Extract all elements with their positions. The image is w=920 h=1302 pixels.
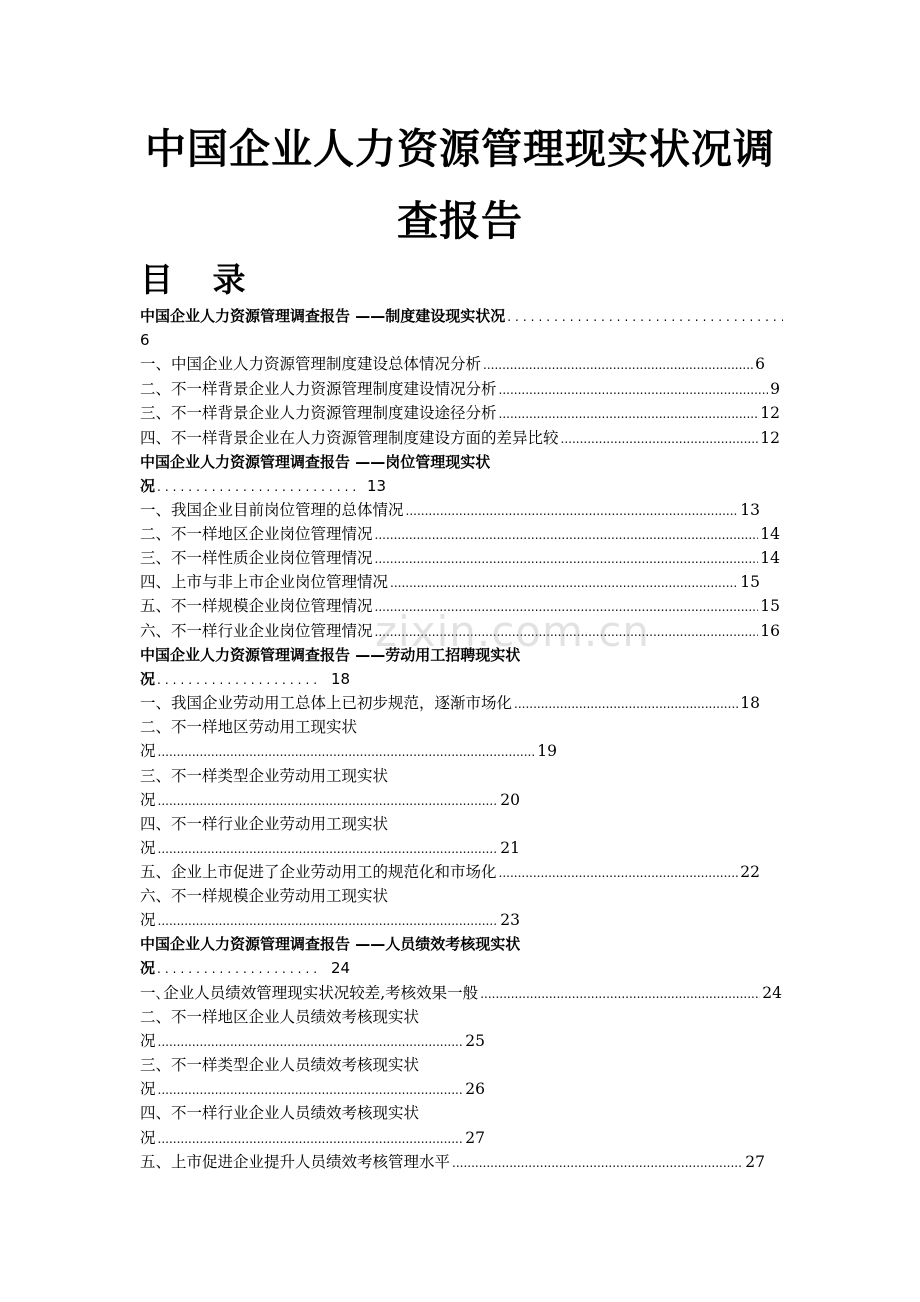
- toc-entry-continued[interactable]: [140, 908, 520, 932]
- toc-entry-page: 19: [537, 742, 557, 760]
- toc-entry[interactable]: [140, 884, 388, 908]
- leader-dots: [499, 378, 769, 401]
- leader-dots: [514, 692, 738, 715]
- toc-entry-title: 六、不一样行业企业岗位管理情况: [140, 622, 373, 640]
- leader-dots: [157, 475, 357, 498]
- toc-entry-title: 四、不一样行业企业人员绩效考核现实状: [140, 1104, 420, 1122]
- leader-dots: [158, 1030, 464, 1053]
- toc-entry-title: 一､企业人员绩效管理现实状况较差,考核效果一般: [140, 984, 479, 1002]
- leader-dots: [157, 957, 317, 980]
- toc-entry-title: 二、不一样地区企业岗位管理情况: [140, 525, 373, 543]
- toc-entry-title-cont: 况: [140, 911, 156, 929]
- toc-entry-continued[interactable]: [140, 739, 557, 763]
- leader-dots: [375, 620, 759, 643]
- toc-entry-title: 五、企业上市促进了企业劳动用工的规范化和市场化: [140, 863, 497, 881]
- leader-dots: [158, 1127, 464, 1150]
- toc-entry-page: 23: [500, 911, 520, 929]
- toc-entry-title-cont: 况: [140, 477, 156, 495]
- toc-entry-continued[interactable]: [140, 1126, 485, 1150]
- toc-entry-title-cont: 况: [140, 1129, 156, 1147]
- toc-entry-title: 五、上市促进企业提升人员绩效考核管理水平: [140, 1153, 451, 1171]
- toc-entry-continued[interactable]: [140, 1029, 485, 1053]
- toc-entry-continued[interactable]: [140, 788, 520, 812]
- toc-entry[interactable]: [140, 401, 780, 425]
- toc-entry-page: 14: [760, 549, 780, 567]
- toc-entry-title: 五、不一样规模企业岗位管理情况: [140, 597, 373, 615]
- toc-entry-page: 12: [760, 429, 780, 447]
- toc-section-3[interactable]: [140, 643, 520, 667]
- toc-entry-page: 24: [331, 959, 351, 977]
- toc-entry-title: 一、我国企业目前岗位管理的总体情况: [140, 501, 404, 519]
- leader-dots: [483, 353, 753, 376]
- toc-entry[interactable]: [140, 1150, 765, 1174]
- toc-entry-page: 15: [760, 597, 780, 615]
- toc-section-3-continued[interactable]: [140, 667, 370, 691]
- toc-entry-continued[interactable]: [140, 836, 520, 860]
- toc-entry-title-cont: 况: [140, 1080, 156, 1098]
- toc-section-2-continued[interactable]: [140, 474, 400, 498]
- toc-entry-page: 18: [331, 670, 351, 688]
- toc-entry-title: 中国企业人力资源管理调查报告 ——岗位管理现实状: [140, 453, 491, 471]
- toc-entry[interactable]: [140, 715, 357, 739]
- leader-dots: [375, 595, 759, 618]
- toc-entry-page: 13: [740, 501, 760, 519]
- toc-entry[interactable]: [140, 1053, 419, 1077]
- toc-entry[interactable]: [140, 1101, 419, 1125]
- toc-entry[interactable]: [140, 812, 388, 836]
- leader-dots: [499, 861, 739, 884]
- toc-entry-page: 14: [760, 525, 780, 543]
- leader-dots: [499, 402, 759, 425]
- toc-entry-title: 中国企业人力资源管理调查报告 ——人员绩效考核现实状: [140, 935, 521, 953]
- toc-entry-continued[interactable]: [140, 1077, 485, 1101]
- toc-entry-page: 22: [740, 863, 760, 881]
- toc-entry-page: 12: [760, 404, 780, 422]
- toc-entry-title: 三、不一样背景企业人力资源管理制度建设途径分析: [140, 404, 497, 422]
- toc-entry-title: 四、上市与非上市企业岗位管理情况: [140, 573, 389, 591]
- report-title-line-2: 查报告: [397, 197, 523, 245]
- toc-section-2[interactable]: [140, 450, 490, 474]
- toc-entry[interactable]: [140, 570, 760, 594]
- toc-entry[interactable]: [140, 764, 388, 788]
- toc-entry[interactable]: [140, 594, 780, 618]
- toc-entry[interactable]: [140, 546, 780, 570]
- toc-entry-title: 六、不一样规模企业劳动用工现实状: [140, 887, 389, 905]
- watermark: zixin.com.cn: [375, 607, 650, 656]
- toc-entry-page: 20: [500, 791, 520, 809]
- toc-entry[interactable]: [140, 522, 780, 546]
- leader-dots: [158, 837, 499, 860]
- toc-entry-title: 中国企业人力资源管理调查报告 ——劳动用工招聘现实状: [140, 646, 521, 664]
- leader-dots: [561, 427, 759, 450]
- toc-section-1[interactable]: [140, 304, 785, 328]
- toc-entry-title: 三、不一样性质企业岗位管理情况: [140, 549, 373, 567]
- toc-entry-title-cont: 况: [140, 959, 156, 977]
- leader-dots: [480, 982, 760, 1005]
- leader-dots: [158, 1078, 464, 1101]
- toc-entry[interactable]: [140, 352, 765, 376]
- report-title-line-1: 中国企业人力资源管理现实状况调: [145, 125, 775, 173]
- toc-entry-title-cont: 况: [140, 742, 156, 760]
- toc-entry-title: 四、不一样行业企业劳动用工现实状: [140, 815, 389, 833]
- toc-entry-title: 四、不一样背景企业在人力资源管理制度建设方面的差异比较: [140, 429, 559, 447]
- toc-entry-title: 一、我国企业劳动用工总体上已初步规范，逐渐市场化: [140, 694, 513, 712]
- leader-dots: [158, 789, 499, 812]
- toc-entry-title: 二、不一样背景企业人力资源管理制度建设情况分析: [140, 380, 497, 398]
- toc-entry-title: 二、不一样地区企业人员绩效考核现实状: [140, 1008, 420, 1026]
- toc-entry-page: 6: [755, 355, 765, 373]
- leader-dots: [375, 547, 759, 570]
- toc-entry-page: 26: [465, 1080, 485, 1098]
- toc-heading: 目 录: [140, 260, 260, 299]
- toc-entry-title: 三、不一样类型企业劳动用工现实状: [140, 767, 389, 785]
- toc-entry-page: 9: [770, 380, 780, 398]
- toc-entry[interactable]: [140, 426, 780, 450]
- toc-entry[interactable]: [140, 1005, 419, 1029]
- toc-entry-title: 三、不一样类型企业人员绩效考核现实状: [140, 1056, 420, 1074]
- toc-section-4-continued[interactable]: [140, 956, 370, 980]
- toc-entry-title: 二、不一样地区劳动用工现实状: [140, 718, 358, 736]
- toc-entry-title: 一、中国企业人力资源管理制度建设总体情况分析: [140, 355, 482, 373]
- toc-entry-page: 27: [745, 1153, 765, 1171]
- toc-entry-page: 13: [367, 477, 387, 495]
- toc-entry-title: 中国企业人力资源管理调查报告 ——制度建设现实状况: [140, 307, 506, 325]
- toc-entry-page: 25: [465, 1032, 485, 1050]
- leader-dots: [158, 740, 536, 763]
- leader-dots: [390, 571, 738, 594]
- toc-entry[interactable]: [140, 498, 760, 522]
- toc-entry-title-cont: 况: [140, 1032, 156, 1050]
- leader-dots: [452, 1151, 743, 1174]
- toc-entry[interactable]: [140, 860, 760, 884]
- toc-entry-page: 27: [465, 1129, 485, 1147]
- toc-entry-page: 24: [762, 984, 782, 1002]
- toc-entry-page: 16: [760, 622, 780, 640]
- toc-entry-page: 21: [500, 839, 520, 857]
- toc-entry-title-cont: 况: [140, 839, 156, 857]
- toc-entry-page: 18: [740, 694, 760, 712]
- toc-entry-title-cont: 况: [140, 670, 156, 688]
- leader-dots: [158, 909, 499, 932]
- toc-entry[interactable]: [140, 691, 760, 715]
- toc-entry[interactable]: [140, 619, 780, 643]
- toc-entry[interactable]: [140, 377, 780, 401]
- leader-dots: [157, 668, 317, 691]
- toc-entry-page: 6: [140, 331, 150, 349]
- leader-dots: [507, 305, 783, 328]
- leader-dots: [406, 499, 739, 522]
- toc-entry-page: 15: [740, 573, 760, 591]
- toc-section-4[interactable]: [140, 932, 520, 956]
- leader-dots: [375, 523, 759, 546]
- toc-entry[interactable]: [140, 981, 782, 1005]
- toc-section-1-page-line: [140, 328, 150, 352]
- toc-entry-title-cont: 况: [140, 791, 156, 809]
